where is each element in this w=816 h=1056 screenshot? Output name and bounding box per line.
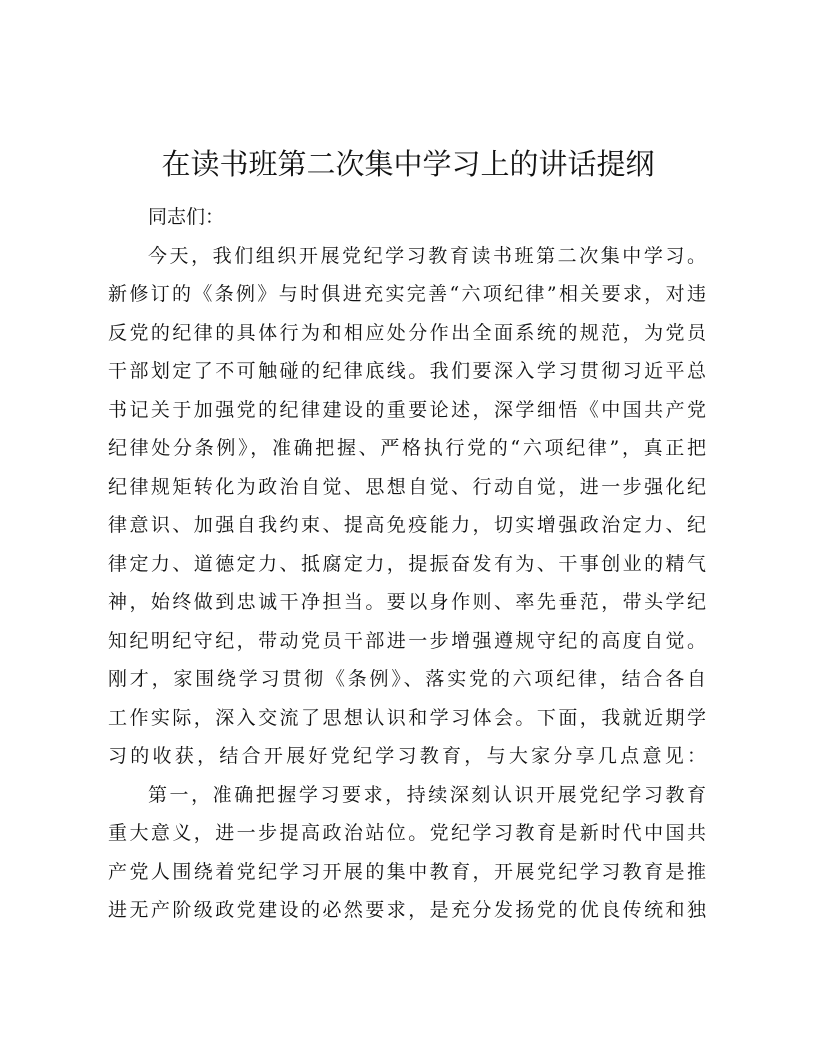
paragraph-line: 律定力、道德定力、抵腐定力，提振奋发有为、干事创业的精气 [108, 552, 706, 575]
paragraph-line: 反党的纪律的具体行为和相应处分作出全面系统的规范，为党员 [108, 321, 706, 344]
paragraph-line: 刚才，家围绕学习贯彻《条例》、落实党的六项纪律，结合各自 [108, 668, 706, 690]
document-body [108, 198, 706, 930]
paragraph-line: 今天，我们组织开展党纪学习教育读书班第二次集中学习。 [148, 244, 706, 267]
paragraph-line: 知纪明纪守纪，带动党员干部进一步增强遵规守纪的高度自觉。 [108, 629, 706, 652]
paragraph-line: 重大意义，进一步提高政治站位。党纪学习教育是新时代中国共 [108, 822, 706, 844]
paragraph-line: 律意识、加强自我约束、提高免疫能力，切实增强政治定力、纪 [108, 514, 706, 536]
paragraph-line: 习的收获，结合开展好党纪学习教育，与大家分享几点意见： [108, 745, 706, 767]
paragraph-line: 书记关于加强党的纪律建设的重要论述，深学细悟《中国共产党 [108, 398, 706, 421]
paragraph-line: 第一，准确把握学习要求，持续深刻认识开展党纪学习教育 [148, 783, 706, 806]
paragraph-line: 神，始终做到忠诚干净担当。要以身作则、率先垂范，带头学纪 [108, 591, 706, 613]
salutation: 同志们： [148, 206, 225, 228]
paragraph-line: 新修订的《条例》与时俱进充实完善“六项纪律”相关要求，对违 [108, 283, 706, 305]
paragraph-line: 纪律规矩转化为政治自觉、思想自觉、行动自觉，进一步强化纪 [108, 475, 706, 498]
paragraph-line: 工作实际，深入交流了思想认识和学习体会。下面，我就近期学 [108, 706, 706, 729]
paragraph-line: 干部划定了不可触碰的纪律底线。我们要深入学习贯彻习近平总 [108, 360, 706, 382]
document-title: 在读书班第二次集中学习上的讲话提纲 [161, 147, 655, 181]
paragraph-line: 进无产阶级政党建设的必然要求，是充分发扬党的优良传统和独 [108, 899, 706, 921]
paragraph-line: 纪律处分条例》，准确把握、严格执行党的“六项纪律”，真正把 [108, 437, 706, 459]
paragraph-line: 产党人围绕着党纪学习开展的集中教育，开展党纪学习教育是推 [108, 860, 706, 883]
